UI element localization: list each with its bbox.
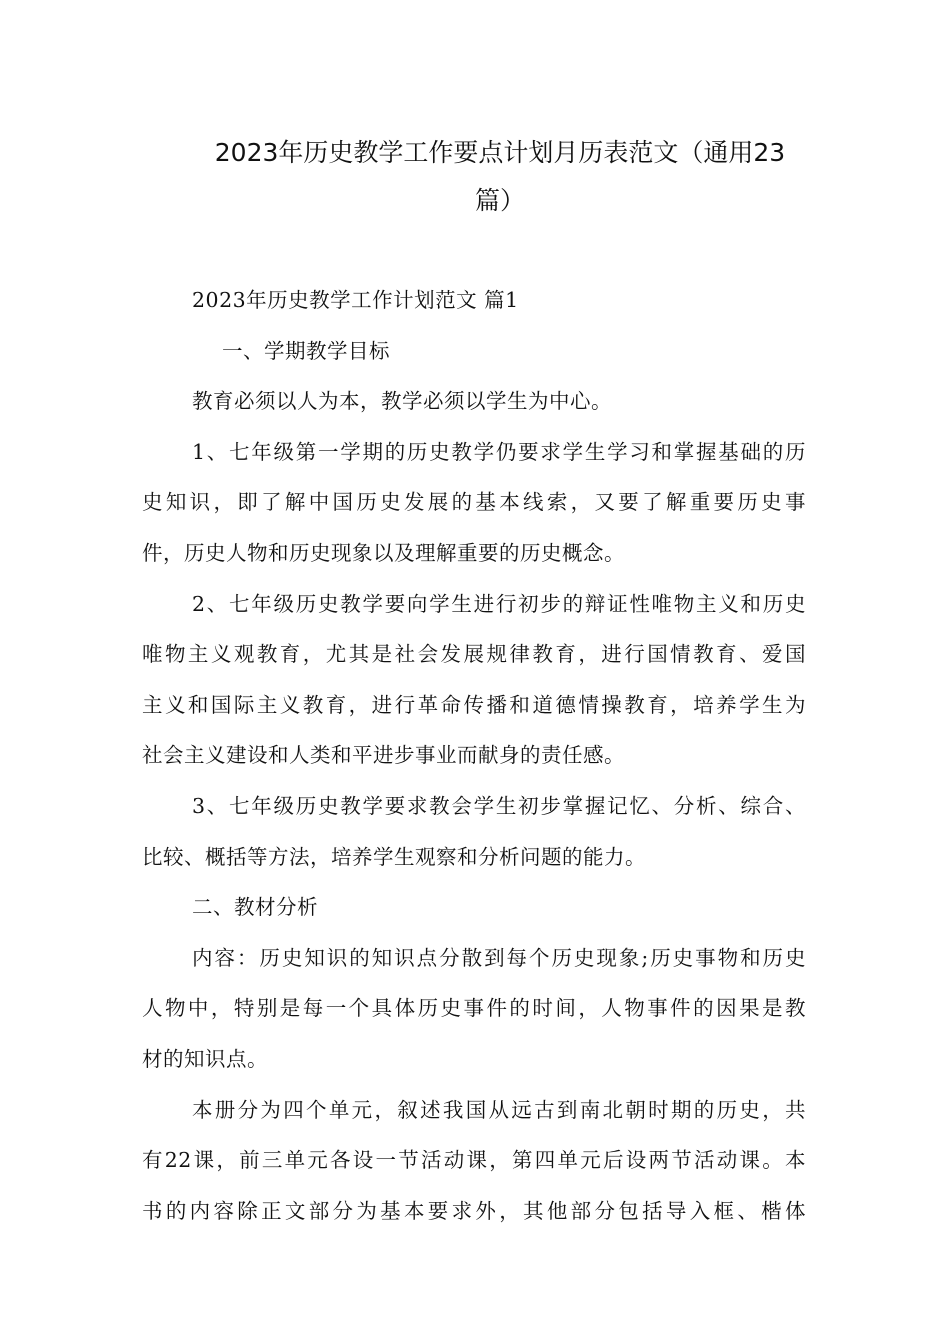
document-body (142, 282, 806, 1243)
paragraph-line: 唯物主义观教育，尤其是社会发展规律教育，进行国情教育、爱国 (142, 642, 806, 667)
paragraph-line: 人物中，特别是每一个具体历史事件的时间，人物事件的因果是教 (142, 996, 806, 1021)
paragraph-line: 主义和国际主义教育，进行革命传播和道德情操教育，培养学生为 (142, 692, 806, 717)
paragraph-line: 书的内容除正文部分为基本要求外，其他部分包括导入框、楷体 (142, 1198, 806, 1223)
paragraph-line: 比较、概括等方法，培养学生观察和分析问题的能力。 (142, 844, 646, 869)
paragraph-line: 材的知识点。 (142, 1046, 268, 1071)
paragraph-line: 有22课，前三单元各设一节活动课，第四单元后设两节活动课。本 (142, 1148, 806, 1173)
paragraph-line: 本册分为四个单元，叙述我国从远古到南北朝时期的历史，共 (192, 1097, 806, 1122)
paragraph-line: 1、七年级第一学期的历史教学仍要求学生学习和掌握基础的历 (192, 439, 806, 464)
subsection-heading: 二、教材分析 (192, 895, 318, 920)
document-title-line-2: 篇） (474, 186, 525, 215)
paragraph-line: 3、七年级历史教学要求教会学生初步掌握记忆、分析、综合、 (192, 793, 806, 818)
paragraph-line: 件，历史人物和历史现象以及理解重要的历史概念。 (142, 540, 625, 565)
paragraph-line: 内容：历史知识的知识点分散到每个历史现象;历史事物和历史 (192, 945, 806, 970)
section-heading: 2023年历史教学工作计划范文 篇1 (192, 288, 519, 312)
document-title-line-1: 2023年历史教学工作要点计划月历表范文（通用23 (214, 138, 786, 167)
paragraph-line: 社会主义建设和人类和平进步事业而献身的责任感。 (142, 743, 625, 768)
subsection-heading: 一、学期教学目标 (222, 338, 390, 363)
paragraph-line: 史知识，即了解中国历史发展的基本线索，又要了解重要历史事 (142, 490, 806, 515)
paragraph-line: 教育必须以人为本，教学必须以学生为中心。 (192, 389, 612, 414)
paragraph-line: 2、七年级历史教学要向学生进行初步的辩证性唯物主义和历史 (192, 591, 806, 616)
